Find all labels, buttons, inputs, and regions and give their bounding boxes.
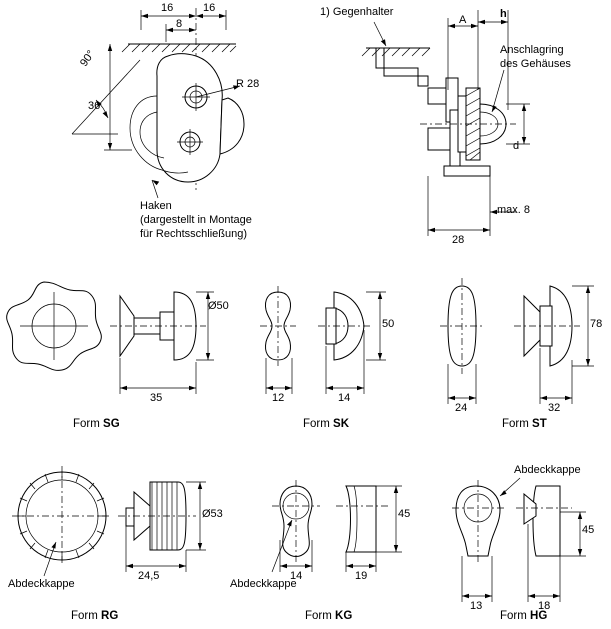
dim-A: A [459,14,467,26]
dim-d: d [513,140,520,152]
angle-90-arc [72,60,140,134]
form-label-kg [305,610,352,622]
variant-sg-front-view [7,282,102,370]
dim-r28: R 28 [236,78,260,90]
dim-st-24: 24 [455,402,468,414]
variant-rg-front-view [12,466,112,566]
dim-sk-14: 14 [338,392,351,404]
haken-caption-line3: für Rechtsschließung) [140,228,247,240]
haken-leader [152,180,159,198]
dim-sk-12: 12 [272,392,285,404]
form-prefix-st: Form [502,418,533,430]
variant-sk-front-view [260,286,296,366]
dim-max-8: max. 8 [497,204,531,216]
hg-abdeckkappe-label: Abdeckkappe [514,464,581,476]
dim-90-degrees: 90° [78,48,98,69]
form-code-hg: HG [530,610,548,622]
form-code-st: ST [532,418,547,430]
dim-sg-d50: Ø50 [208,300,229,312]
dim-sk-50: 50 [382,318,395,330]
hook-body [130,54,244,182]
dim-rg-245: 24,5 [138,570,160,582]
hg-abdeckkappe-leader [500,478,520,496]
dim-28: 28 [452,234,465,246]
haken-caption-line2: (dargestellt in Montage [140,214,252,226]
dim-kg-19: 19 [355,570,368,582]
top-right-wall [362,48,430,86]
form-label-sg [73,418,120,430]
form-label-st [502,418,547,430]
form-prefix-kg: Form [305,610,336,622]
kg-abdeckkappe-label: Abdeckkappe [230,578,297,590]
form-prefix-hg: Form [500,610,531,622]
top-right-dim-d [506,104,530,144]
dim-8: 8 [176,18,183,30]
form-prefix-rg: Form [71,610,102,622]
dim-rg-d53: Ø53 [202,508,223,520]
dim-hg-13: 13 [470,600,483,612]
anschlagring-callout-line2: des Gehäuses [500,58,571,70]
form-prefix-sk: Form [303,418,334,430]
form-label-hg [500,610,547,622]
dim-16-right: 16 [203,2,216,14]
anschlagring-callout-line1: Anschlagring [500,44,564,56]
dim-st-78: 78 [590,318,603,330]
variant-sg-side-view [110,292,214,394]
variant-hg-front-view [452,480,506,564]
dim-st-32: 32 [548,402,561,414]
form-code-rg: RG [101,610,119,622]
dim-hg-45: 45 [582,524,595,536]
dim-36: 36 [88,100,101,112]
haken-caption-line1: Haken [140,200,172,212]
rg-abdeckkappe-label: Abdeckkappe [8,578,75,590]
form-label-sk [303,418,349,430]
dim-h: h [500,8,507,20]
form-code-kg: KG [335,610,353,622]
gegenhalter-leader [374,22,386,46]
dim-kg-45: 45 [398,508,411,520]
dim-kg-14: 14 [290,570,303,582]
form-code-sk: SK [333,418,350,430]
dim-hg-18: 18 [538,600,551,612]
gegenhalter-note: 1) Gegenhalter [320,6,394,18]
dim-16-left: 16 [161,2,174,14]
variant-st-front-view [440,278,484,374]
dim-sg-35: 35 [150,392,163,404]
top-left-wall [122,44,236,52]
form-prefix-sg: Form [73,418,104,430]
variant-rg-side-view [118,482,206,572]
top-right-dim-28 [428,176,490,236]
form-label-rg [71,610,118,622]
variant-kg-front-view [272,480,320,562]
anschlagring-leader [492,70,504,112]
form-code-sg: SG [103,418,120,430]
housing-assembly [420,78,516,176]
